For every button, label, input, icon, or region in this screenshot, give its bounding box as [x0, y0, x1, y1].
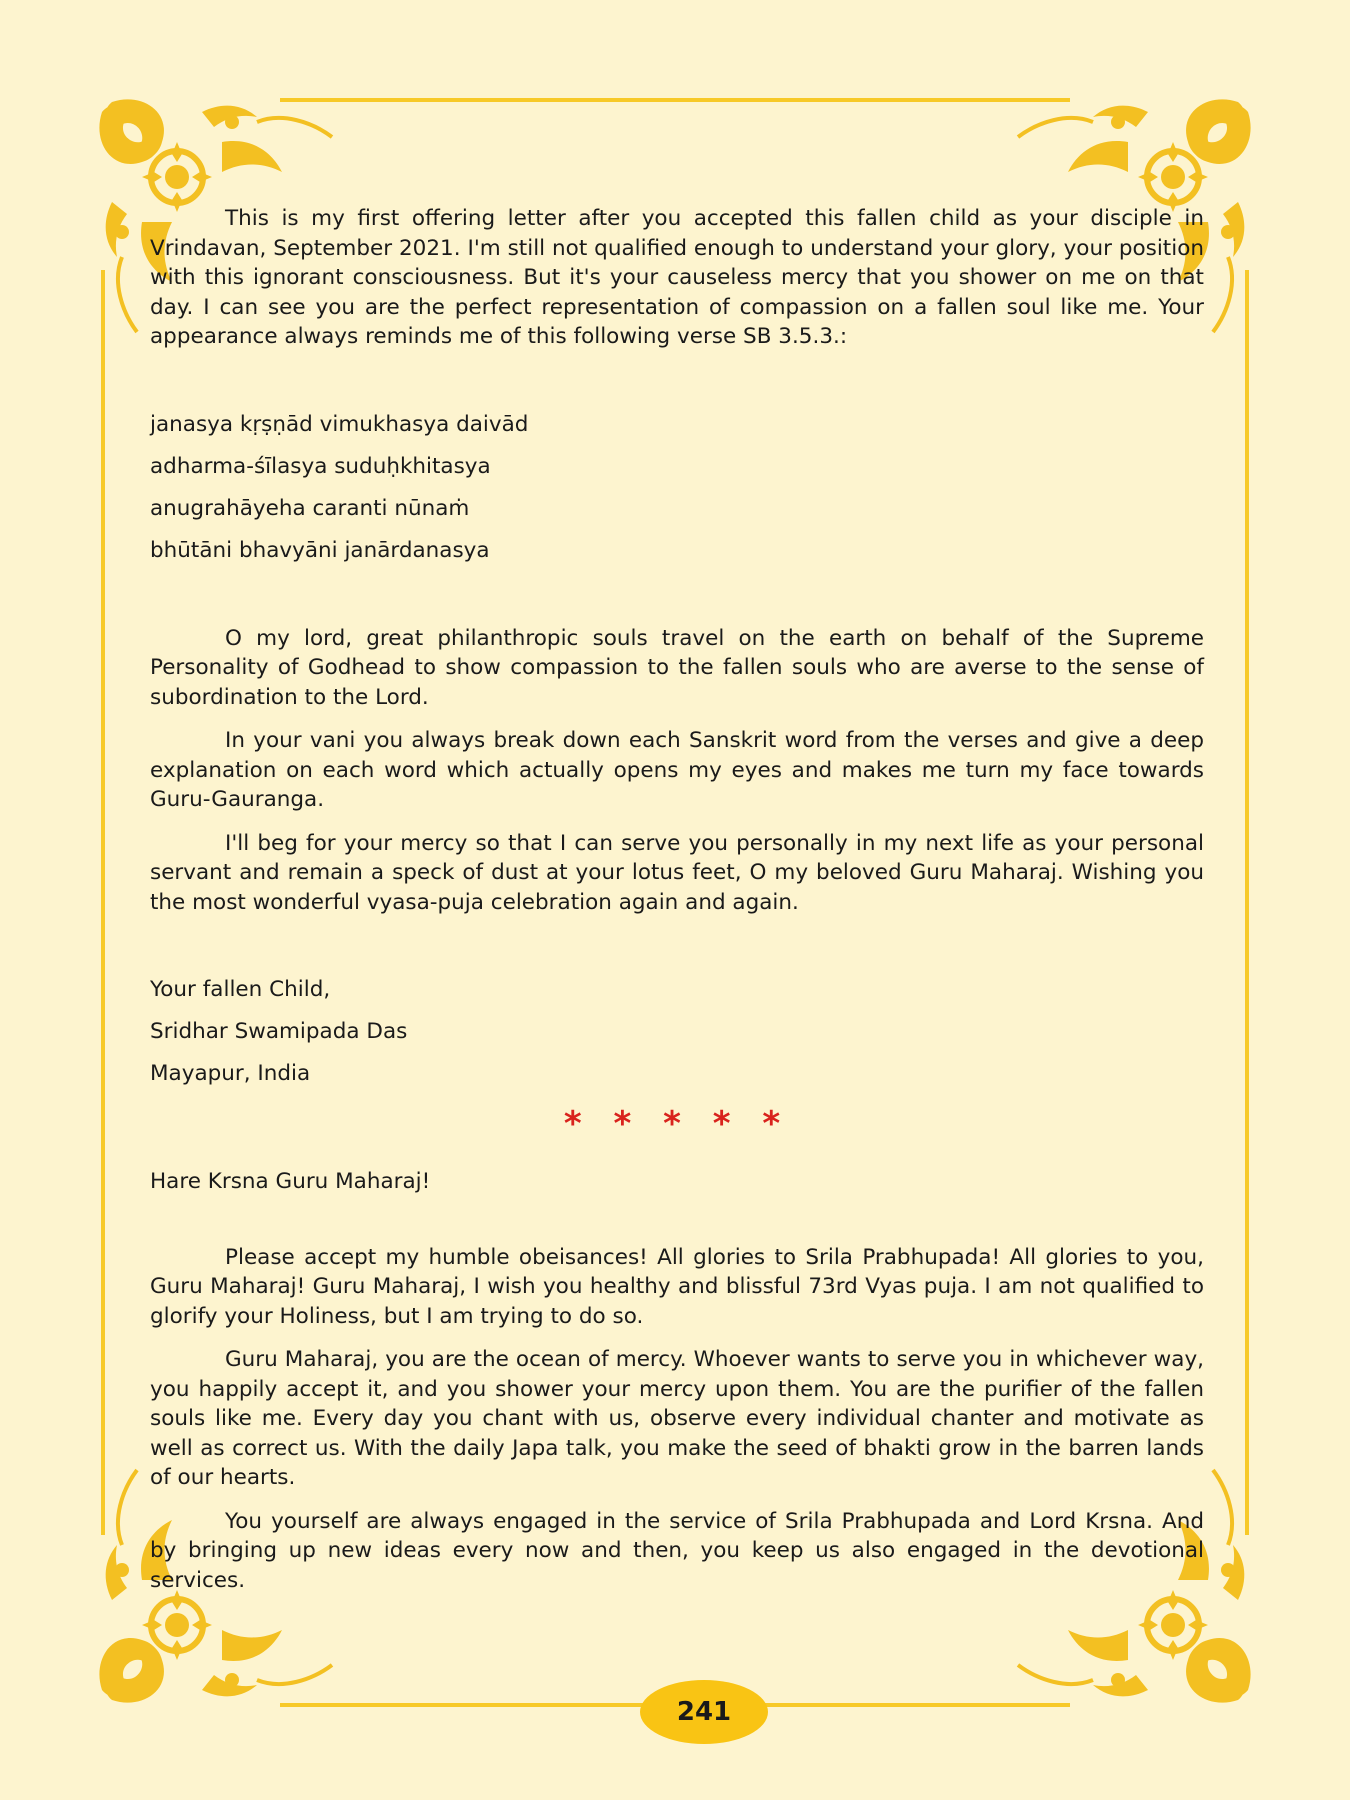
author-name: Sridhar Swamipada Das: [150, 1019, 408, 1044]
signoff: Your fallen Child,: [150, 977, 331, 1002]
verse-line: anugrahāyeha caranti nūnaṁ: [150, 495, 470, 521]
letter1-paragraph: In your vani you always break down each Sanskrit word from the verses and give a deep explanation on each word which actually opens my eyes and makes me turn my face towards Guru-Gauranga.: [150, 728, 1204, 812]
verse-line: adharma-śīlasya suduḥkhitasya: [150, 453, 491, 479]
letter1-paragraph: I'll beg for your mercy so that I can serve you personally in my next life as your personal servant and remain a speck of dust at your lotus feet, O my beloved Guru Maharaj. Wishing you the most wonderful vyasa-puja celebration again and again.: [150, 830, 1204, 915]
verse-line: janasya kṛṣṇād vimukhasya daivād: [150, 411, 529, 437]
page-number: 241: [640, 1680, 768, 1744]
greeting: Hare Krsna Guru Maharaj!: [150, 1169, 431, 1194]
signature-block: [150, 969, 1204, 1095]
letter1-paragraph: This is my first offering letter after you accepted this fallen child as your disciple in Vrindavan, September 2021. I'm still not qualified enough to understand your glory, your position with this ignorant consciousness. But it's your causeless mercy that you shower on me on that day. I can see you are the perfect representation of compassion on a fallen soul like me. Your appearance always reminds me of this following verse SB 3.5.3.:: [150, 206, 1204, 349]
letter1-paragraph: O my lord, great philanthropic souls travel on the earth on behalf of the Supreme Personality of Godhead to show compassion to the fallen souls who are averse to the sense of subordination to the Lord.: [150, 625, 1204, 710]
letter2-paragraph: Guru Maharaj, you are the ocean of mercy. Whoever wants to serve you in whichever way, you happily accept it, and you shower your mercy upon them. You are the purifier of the fallen souls like me. Every day you chant with us, observe every individual chanter and motivate as well as correct us. With the daily Japa talk, you make the seed of bhakti grow in the barren lands of our hearts.: [150, 1347, 1204, 1490]
verse-block: [150, 404, 1204, 572]
letter2-paragraph: You yourself are always engaged in the service of Srila Prabhupada and Lord Krsna. And by bringing up new ideas every now and then, you keep us also engaged in the devotional services.: [150, 1508, 1204, 1593]
letter2-paragraph: Please accept my humble obeisances! All glories to Srila Prabhupada! All glories to you, Guru Maharaj! Guru Maharaj, I wish you healthy and blissful 73rd Vyas puja. I am not qualified to glorify your Holiness, but I am trying to do so.: [150, 1244, 1204, 1329]
separator-stars: * * * * *: [563, 1104, 791, 1144]
author-place: Mayapur, India: [150, 1061, 311, 1086]
letter-content: [150, 204, 1204, 1609]
verse-line: bhūtāni bhavyāni janārdanasya: [150, 537, 490, 563]
